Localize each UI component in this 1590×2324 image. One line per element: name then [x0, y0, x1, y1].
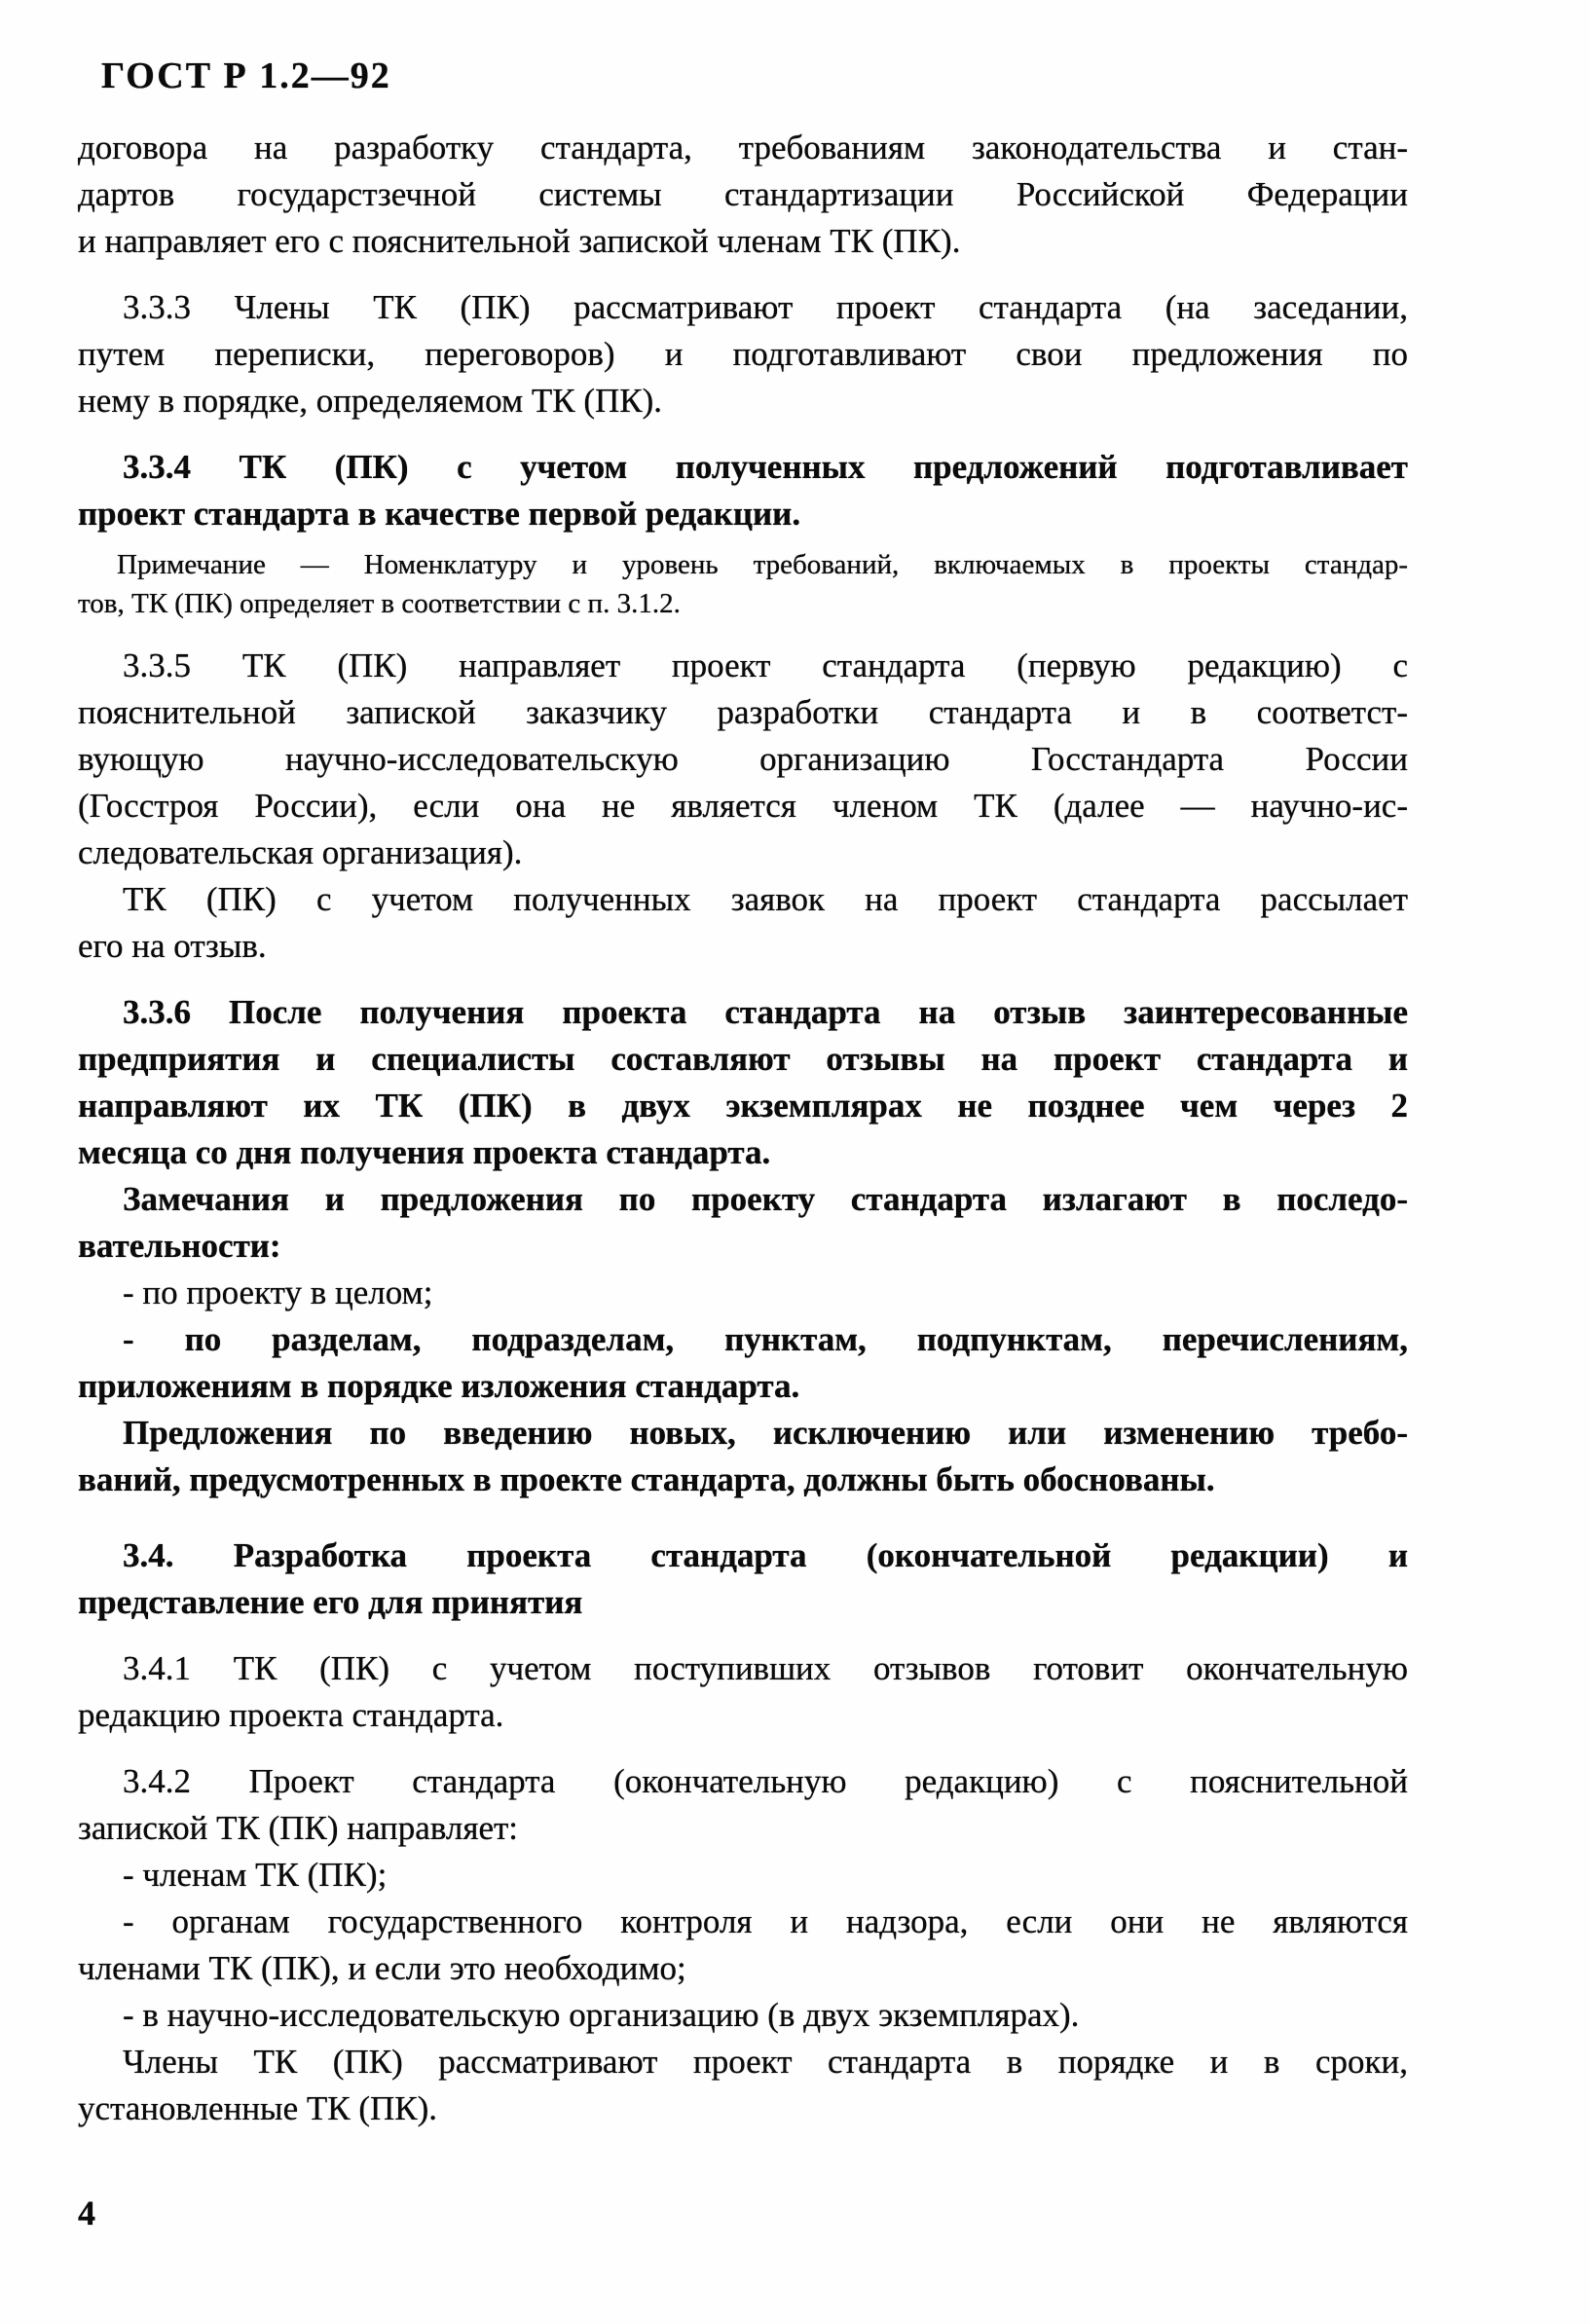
text-line: Примечание — Номенклатуру и уровень требований, включаемых в проекты стандар-	[117, 549, 1408, 580]
paragraph	[78, 1852, 1408, 1899]
text-line: 3.3.5 ТК (ПК) направляет проект стандарта (первую редакцию) с	[123, 646, 1408, 684]
paragraph	[78, 1270, 1408, 1316]
text-line: проект стандарта в качестве первой редакции.	[78, 495, 801, 533]
text-line: договора на разработку стандарта, требованиям законодательства и стан-	[78, 129, 1408, 166]
text-line: 3.3.6 После получения проекта стандарта на отзыв заинтересованные	[123, 993, 1408, 1031]
text-line: дартов государстзечной системы стандартизации Российской Федерации	[78, 175, 1408, 213]
text-line: нему в порядке, определяемом ТК (ПК).	[78, 382, 663, 420]
text-line: редакцию проекта стандарта.	[78, 1696, 504, 1734]
paragraph	[78, 1410, 1408, 1503]
text-line: ТК (ПК) с учетом полученных заявок на проект стандарта рассылает	[123, 880, 1408, 918]
paragraph	[78, 125, 1408, 265]
text-line: пояснительной запиской заказчику разработки стандарта и в соответст-	[78, 693, 1408, 731]
text-line: - по разделам, подразделам, пунктам, подпунктам, перечислениям,	[123, 1320, 1408, 1358]
paragraph	[78, 643, 1408, 876]
paragraph	[78, 2039, 1408, 2132]
text-line: представление его для принятия	[78, 1583, 583, 1621]
text-line: и направляет его с пояснительной запиской членам ТК (ПК).	[78, 222, 961, 260]
text-line: ваний, предусмотренных в проекте стандарта, должны быть обоснованы.	[78, 1460, 1215, 1498]
text-line: предприятия и специалисты составляют отзывы на проект стандарта и	[78, 1040, 1408, 1078]
paragraph	[78, 1899, 1408, 1992]
text-line: месяца со дня получения проекта стандарта.	[78, 1133, 771, 1171]
text-line: вательности:	[78, 1227, 281, 1265]
text-line: приложениям в порядке изложения стандарта.	[78, 1367, 800, 1405]
text-line: 3.4. Разработка проекта стандарта (окончательной редакции) и	[123, 1536, 1408, 1574]
text-line: Предложения по введению новых, исключению или изменению требо-	[123, 1414, 1408, 1452]
paragraph	[78, 444, 1408, 537]
paragraph	[78, 1176, 1408, 1270]
note-paragraph	[78, 545, 1408, 623]
text-line: его на отзыв.	[78, 927, 267, 965]
text-line: 3.4.1 ТК (ПК) с учетом поступивших отзывов готовит окончательную	[123, 1649, 1408, 1687]
text-line: (Госстроя России), если она не является членом ТК (далее — научно-ис-	[78, 787, 1408, 825]
paragraph	[78, 1758, 1408, 1852]
document-code-header: ГОСТ Р 1.2—92	[101, 55, 391, 96]
text-line: следовательская организация).	[78, 833, 523, 871]
text-line: - органам государственного контроля и надзора, если они не являются	[123, 1902, 1408, 1940]
text-line: путем переписки, переговоров) и подготавливают свои предложения по	[78, 335, 1408, 373]
paragraph	[78, 1992, 1408, 2039]
text-line: 3.4.2 Проект стандарта (окончательную редакцию) с пояснительной	[123, 1762, 1408, 1800]
text-line: Замечания и предложения по проекту стандарта излагают в последо-	[123, 1180, 1408, 1218]
text-line: направляют их ТК (ПК) в двух экземплярах не позднее чем через 2	[78, 1087, 1408, 1125]
document-body	[78, 125, 1408, 2132]
paragraph	[78, 989, 1408, 1176]
text-line: членами ТК (ПК), и если это необходимо;	[78, 1949, 686, 1987]
text-line: - по проекту в целом;	[123, 1273, 433, 1311]
text-line: - в научно-исследовательскую организацию (в двух экземплярах).	[123, 1996, 1080, 2034]
section-heading	[78, 1532, 1408, 1626]
text-line: установленные ТК (ПК).	[78, 2089, 438, 2127]
text-line: запиской ТК (ПК) направляет:	[78, 1809, 519, 1847]
text-line: 3.3.3 Члены ТК (ПК) рассматривают проект стандарта (на заседании,	[123, 288, 1408, 326]
paragraph	[78, 876, 1408, 970]
paragraph	[78, 284, 1408, 424]
text-line: Члены ТК (ПК) рассматривают проект стандарта в порядке и в сроки,	[123, 2043, 1408, 2081]
paragraph	[78, 1316, 1408, 1410]
text-line: вующую научно-исследовательскую организацию Госстандарта России	[78, 740, 1408, 778]
text-line: тов, ТК (ПК) определяет в соответствии с п. 3.1.2.	[78, 588, 681, 619]
page-number: 4	[78, 2194, 95, 2232]
paragraph	[78, 1645, 1408, 1739]
text-line: - членам ТК (ПК);	[123, 1856, 388, 1894]
page-content	[78, 55, 1408, 2233]
text-line: 3.3.4 ТК (ПК) с учетом полученных предложений подготавливает	[123, 448, 1408, 486]
